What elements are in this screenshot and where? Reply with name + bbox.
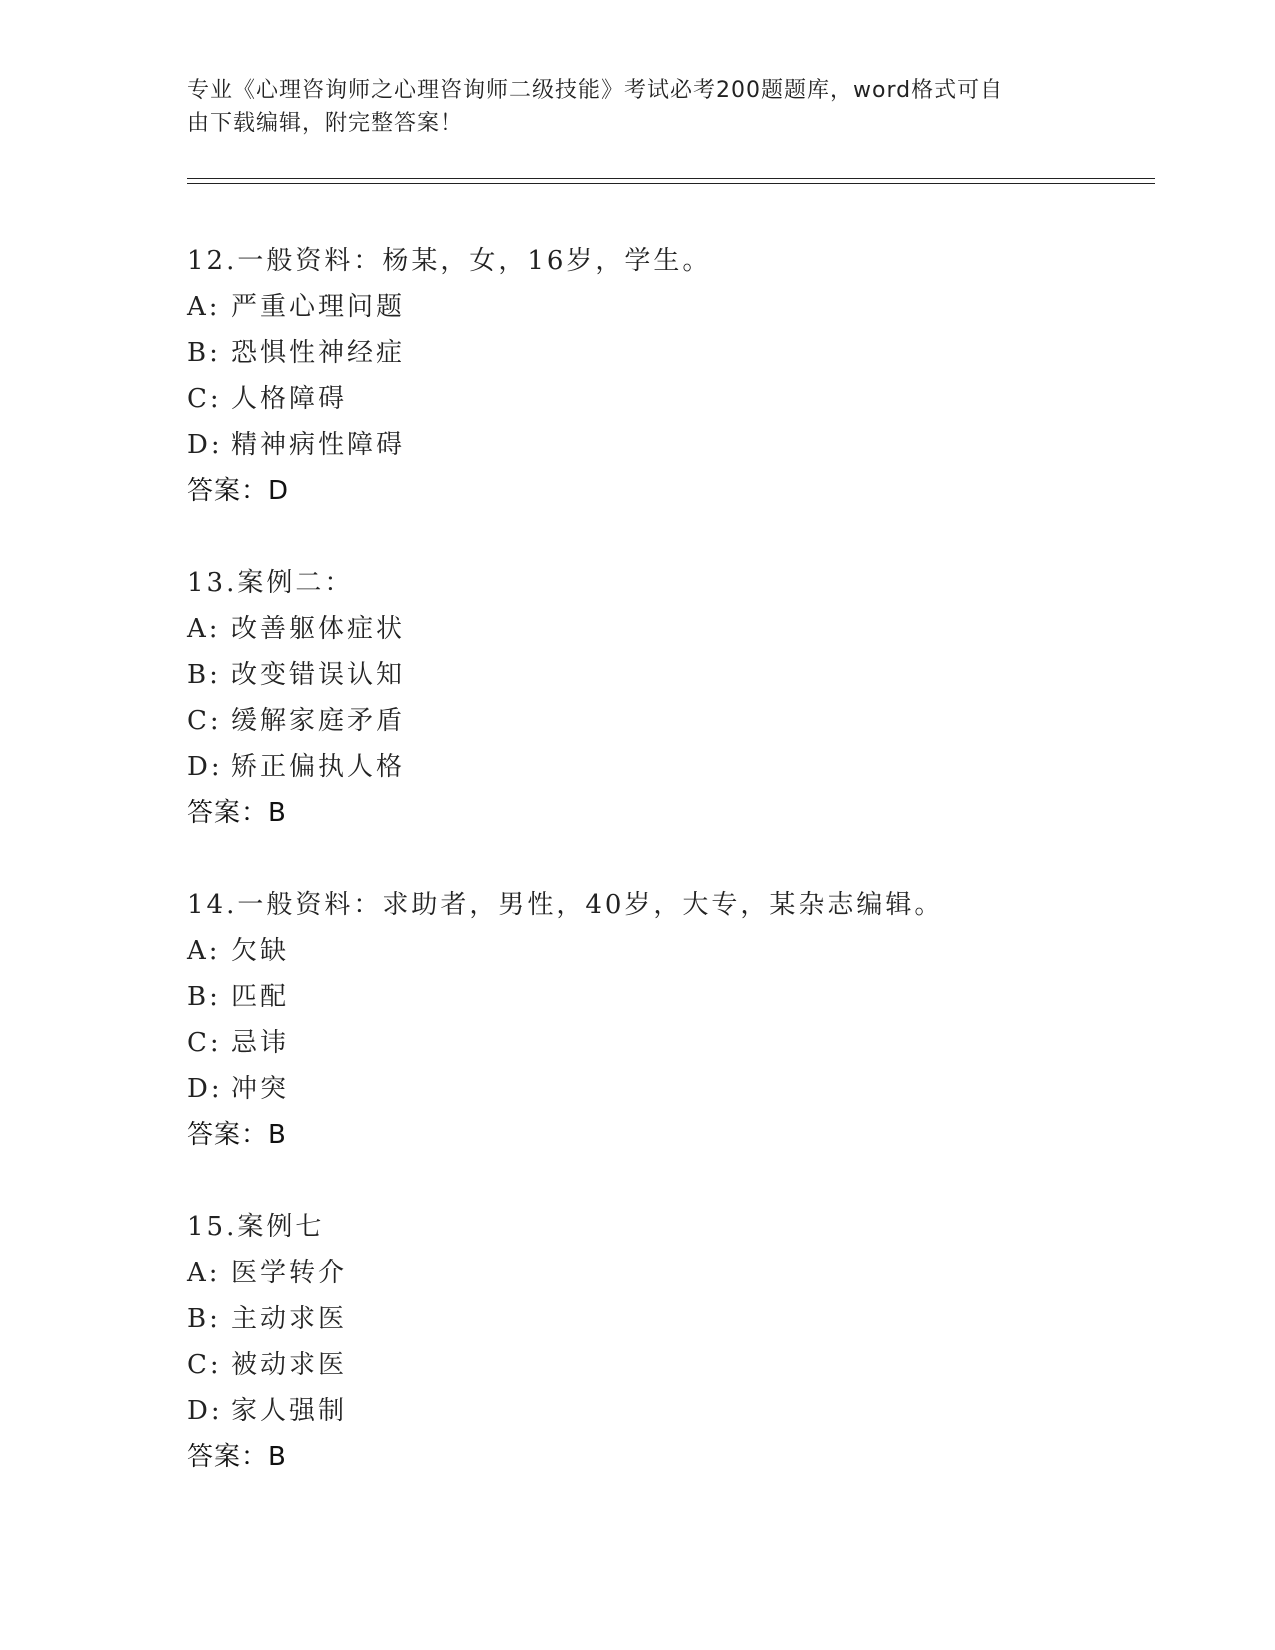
option-key: C: (187, 1350, 222, 1380)
header-line-1: 专业《心理咨询师之心理咨询师二级技能》考试必考200题题库，word格式可自 (187, 78, 1004, 103)
option-b (187, 974, 1147, 1020)
option-key: A: (187, 614, 221, 644)
option-a (187, 284, 1147, 330)
option-d (187, 1388, 1147, 1434)
option-key: B: (187, 1304, 221, 1334)
option-text: 被动求医 (231, 1350, 348, 1380)
header-line-2: 由下载编辑，附完整答案！ (187, 111, 464, 136)
option-key: D: (187, 1074, 223, 1104)
header-divider-top (187, 178, 1155, 179)
option-d (187, 1066, 1147, 1112)
option-text: 医学转介 (231, 1258, 348, 1288)
option-text: 主动求医 (231, 1304, 348, 1334)
option-key: C: (187, 384, 222, 414)
document-header (187, 74, 1067, 140)
answer-line: 答案：B (187, 1120, 287, 1150)
option-key: C: (187, 706, 222, 736)
option-key: C: (187, 1028, 222, 1058)
question-15 (187, 1204, 1147, 1480)
option-key: D: (187, 430, 223, 460)
option-text: 改善躯体症状 (231, 614, 406, 644)
option-c (187, 376, 1147, 422)
option-text: 忌讳 (231, 1028, 290, 1058)
option-c (187, 698, 1147, 744)
question-12 (187, 238, 1147, 514)
option-text: 严重心理问题 (231, 292, 406, 322)
answer-line: 答案：B (187, 1442, 287, 1472)
option-key: A: (187, 936, 221, 966)
option-b (187, 330, 1147, 376)
option-b (187, 652, 1147, 698)
answer-line: 答案：D (187, 476, 290, 506)
question-list (187, 238, 1147, 1526)
option-c (187, 1342, 1147, 1388)
question-stem: 12.一般资料：杨某，女，16岁，学生。 (187, 246, 712, 276)
question-13 (187, 560, 1147, 836)
option-key: B: (187, 338, 221, 368)
question-stem: 14.一般资料：求助者，男性，40岁，大专，某杂志编辑。 (187, 890, 944, 920)
option-a (187, 1250, 1147, 1296)
option-c (187, 1020, 1147, 1066)
option-key: A: (187, 1258, 221, 1288)
option-key: D: (187, 1396, 223, 1426)
option-a (187, 928, 1147, 974)
option-key: A: (187, 292, 221, 322)
option-key: B: (187, 982, 221, 1012)
option-a (187, 606, 1147, 652)
option-text: 人格障碍 (231, 384, 348, 414)
option-text: 家人强制 (231, 1396, 348, 1426)
option-text: 精神病性障碍 (231, 430, 406, 460)
option-text: 欠缺 (231, 936, 290, 966)
option-text: 恐惧性神经症 (231, 338, 406, 368)
option-b (187, 1296, 1147, 1342)
question-14 (187, 882, 1147, 1158)
option-text: 匹配 (231, 982, 290, 1012)
question-stem: 15.案例七 (187, 1212, 325, 1242)
option-text: 改变错误认知 (231, 660, 406, 690)
option-text: 缓解家庭矛盾 (231, 706, 406, 736)
header-divider-bottom (187, 183, 1155, 184)
option-d (187, 744, 1147, 790)
option-d (187, 422, 1147, 468)
option-key: B: (187, 660, 221, 690)
answer-line: 答案：B (187, 798, 287, 828)
option-key: D: (187, 752, 223, 782)
option-text: 矫正偏执人格 (231, 752, 406, 782)
option-text: 冲突 (231, 1074, 290, 1104)
question-stem: 13.案例二： (187, 568, 354, 598)
